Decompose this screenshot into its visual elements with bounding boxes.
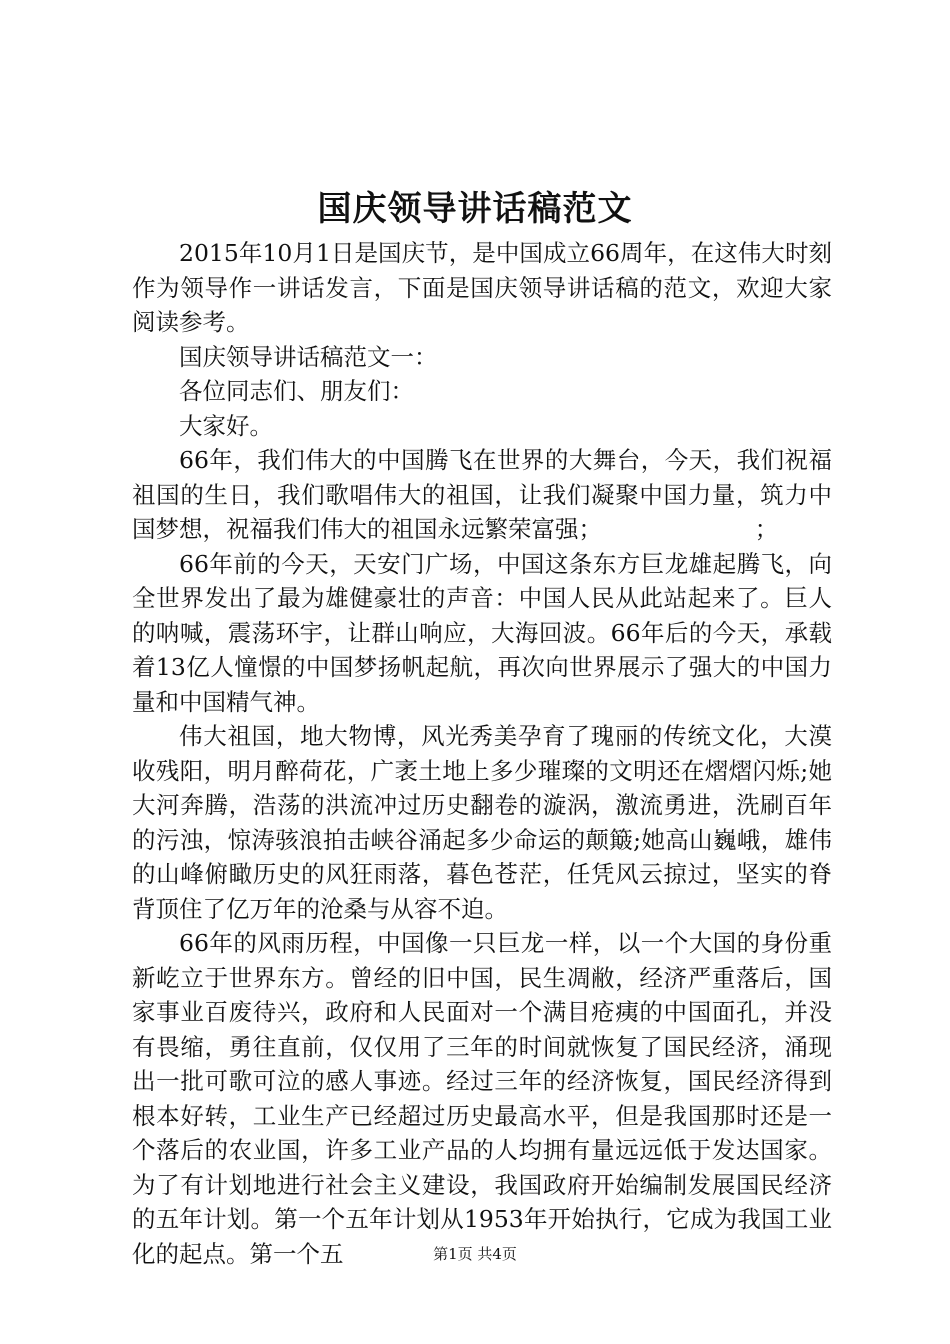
paragraph-salutation: 各位同志们、朋友们： bbox=[179, 377, 414, 405]
paragraph-intro: 2015年10月1日是国庆节，是中国成立66周年，在这伟大时刻作为领导作一讲话发言，下面是国庆领导讲话稿的范文，欢迎大家阅读参考。 bbox=[132, 239, 832, 336]
paragraph-blessing: 66年，我们伟大的中国腾飞在世界的大舞台，今天，我们祝福祖国的生日，我们歌唱伟大的祖国，让我们凝聚中国力量，筑力中国梦想，祝福我们伟大的祖国永远繁荣富强； ； bbox=[132, 446, 832, 543]
paragraph-greeting: 大家好。 bbox=[179, 411, 273, 440]
paragraph-development: 66年的风雨历程，中国像一只巨龙一样，以一个大国的身份重新屹立于世界东方。曾经的旧中国，民生凋敝，经济严重落后，国家事业百废待兴，政府和人民面对一个满目疮痍的中国面孔，并没有畏缩，勇往直前，仅仅用了三年的时间就恢复了国民经济，涌现出一批可歌可泣的感人事迹。经过三年的经济恢复，国民经济得到根本好转，工业生产已经超过历史最高水平，但是我国那时还是一个落后的农业国，许多工业产品的人均拥有量远远低于发达国家。为了有计划地进行社会主义建设，我国政府开始编制发展国民经济的五年计划。第一个五年计划从1953年开始执行，它成为我国工业化的起点。第一个五 bbox=[132, 929, 832, 1268]
paragraph-sample-heading: 国庆领导讲话稿范文一： bbox=[179, 342, 438, 371]
document-title: 国庆领导讲话稿范文 bbox=[317, 189, 633, 229]
document-body bbox=[132, 236, 832, 1271]
page-footer: 第1页 共4页 bbox=[433, 1245, 517, 1263]
paragraph-motherland: 伟大祖国，地大物博，风光秀美孕育了瑰丽的传统文化，大漠收残阳，明月醉荷花，广袤土地上多少璀璨的文明还在熠熠闪烁;她大河奔腾，浩荡的洪流冲过历史翻卷的漩涡，激流勇进，洗刷百年的污浊，惊涛骇浪拍击峡谷涌起多少命运的颠簸;她高山巍峨，雄伟的山峰俯瞰历史的风狂雨落，暮色苍茫，任凭风云掠过，坚实的脊背顶住了亿万年的沧桑与从容不迫。 bbox=[132, 722, 832, 923]
paragraph-history: 66年前的今天，天安门广场，中国这条东方巨龙雄起腾飞，向全世界发出了最为雄健豪壮的声音：中国人民从此站起来了。巨人的呐喊，震荡环宇，让群山响应，大海回波。66年后的今天，承载着13亿人憧憬的中国梦扬帆起航，再次向世界展示了强大的中国力量和中国精气神。 bbox=[132, 549, 832, 716]
